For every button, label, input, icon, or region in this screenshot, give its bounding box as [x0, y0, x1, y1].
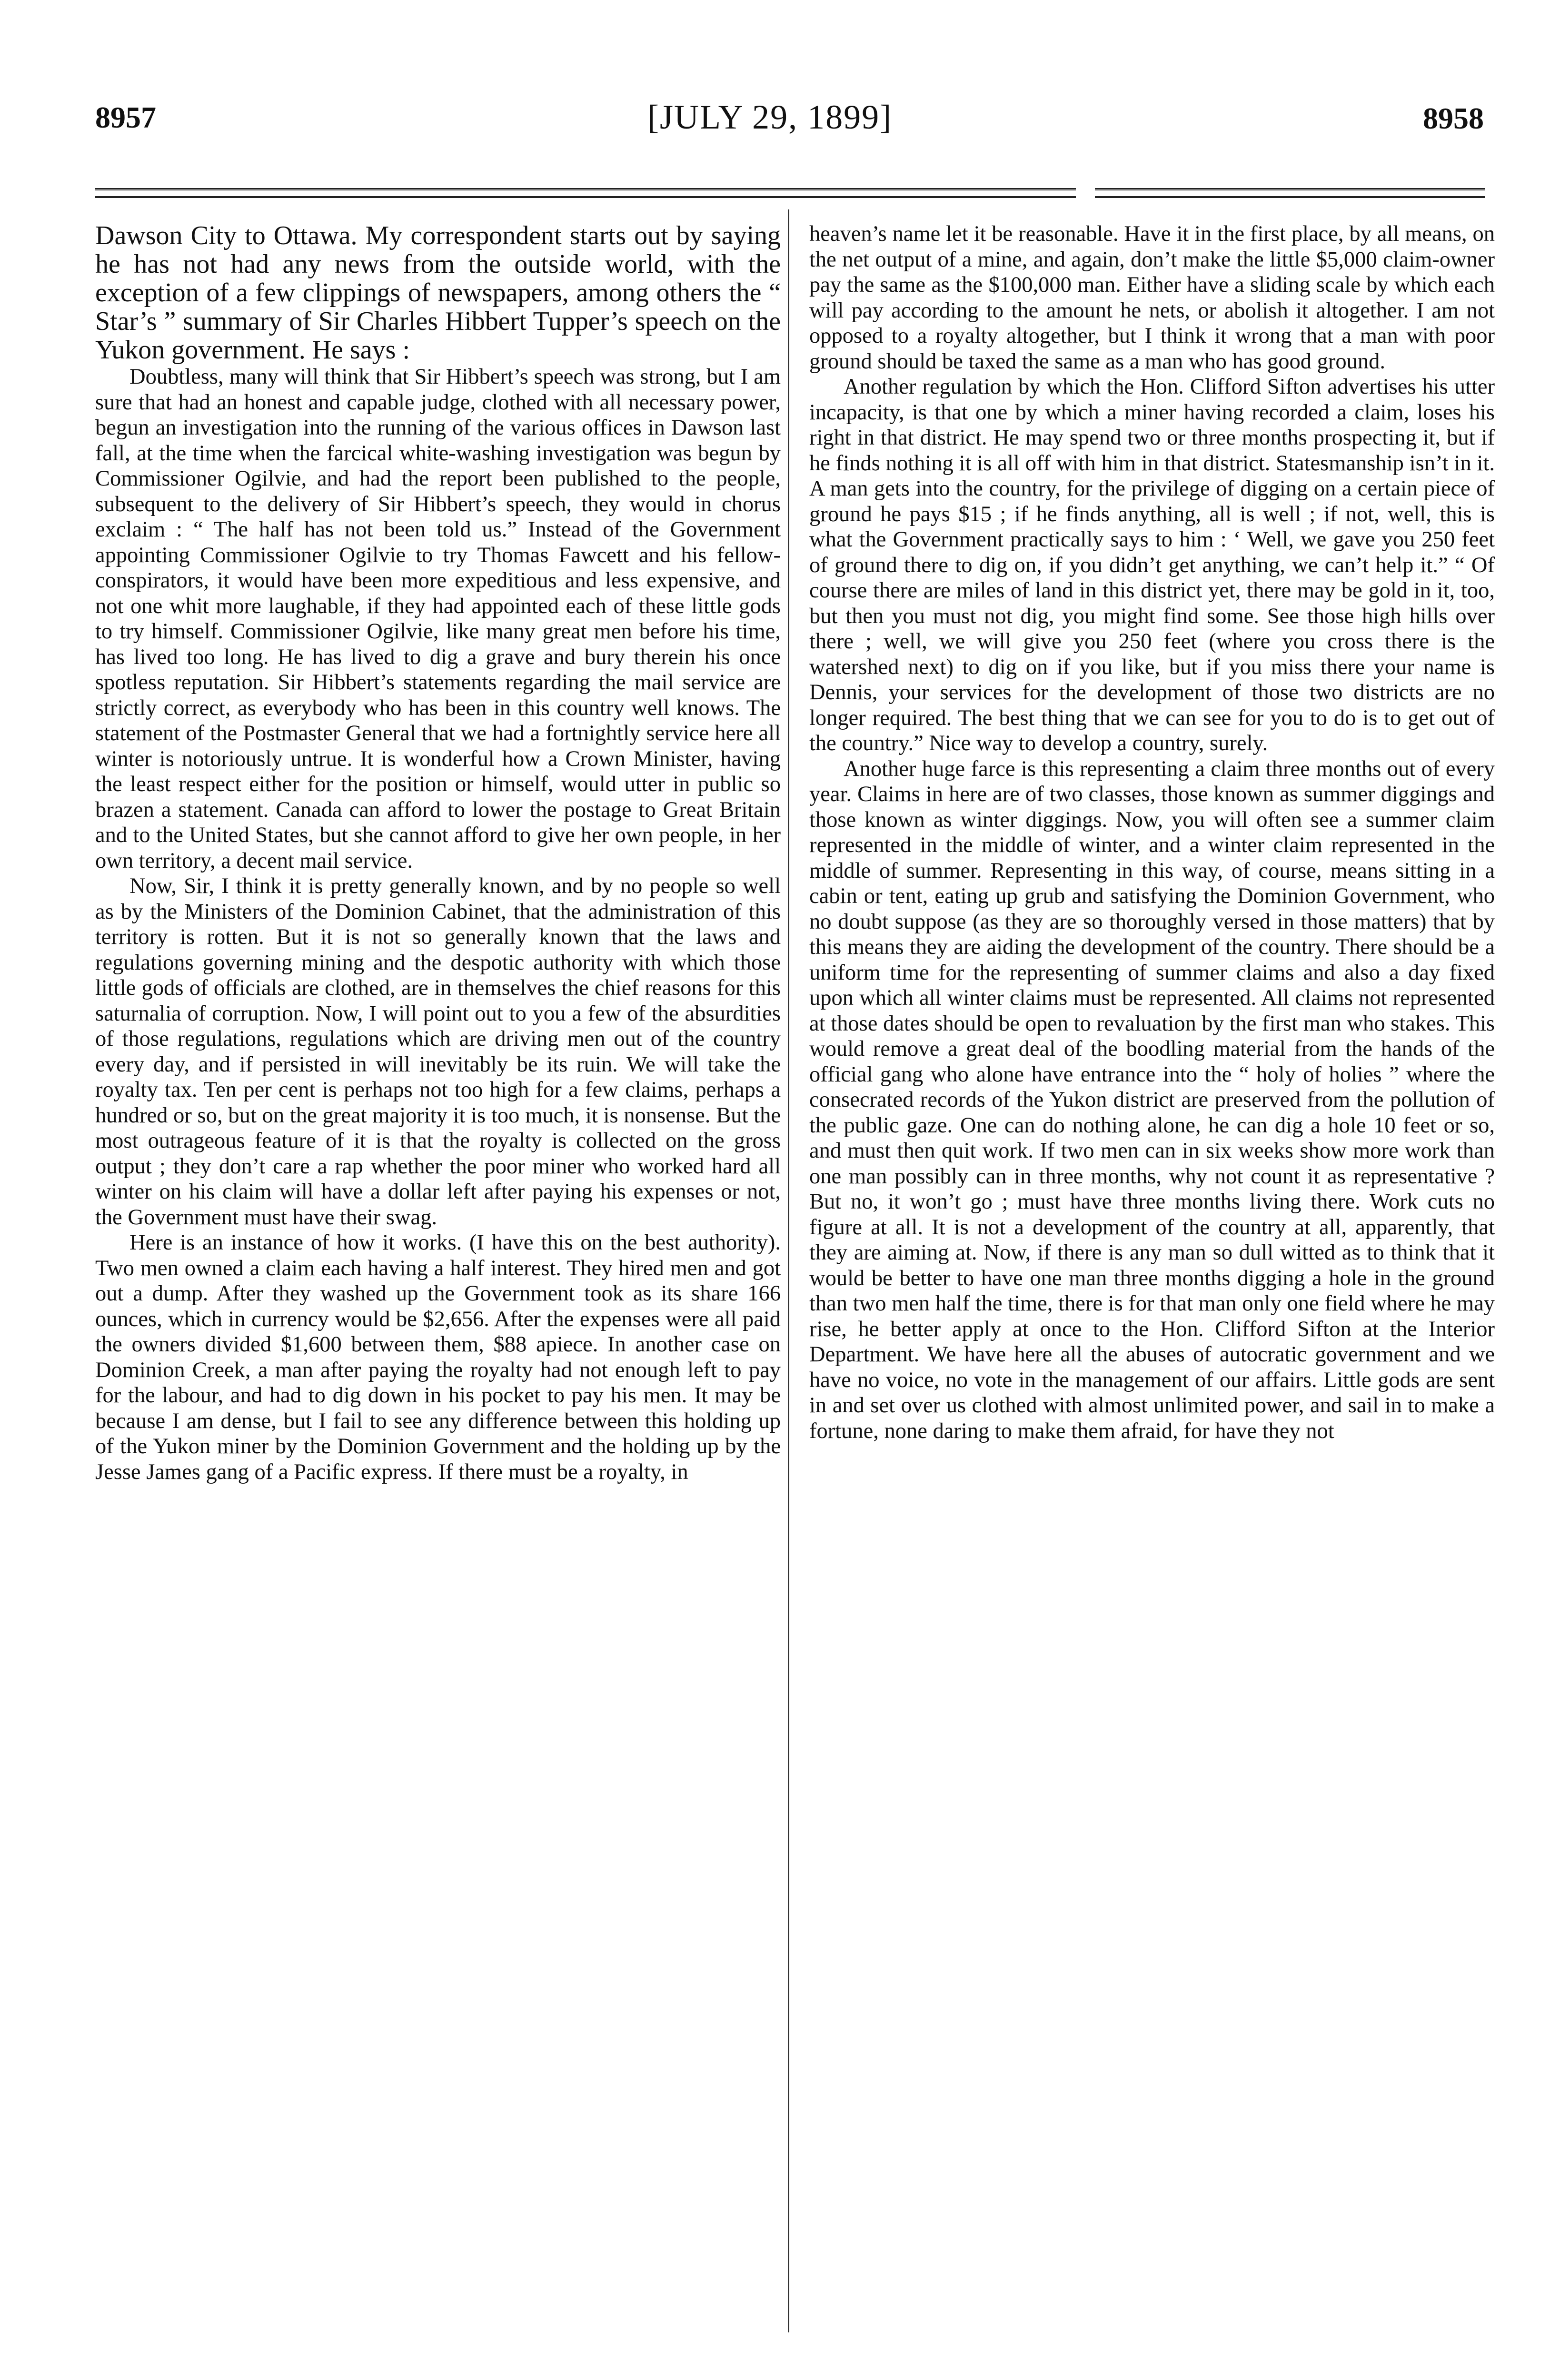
quoted-paragraph: Another huge farce is this representing a claim three months out of every year. Claims in here are of two classes, those known as summer diggings and those known as winter diggings. Now, you will often see a summer claim represented in the middle of winter, and a winter claim represented in the middle of summer. Representing in this way, of course, means sitting in a cabin or tent, eating up grub and satisfying the Dominion Government, who no doubt suppose (as they are so thoroughly versed in those matters) that by this means they are aiding the development of the country. There should be a uniform time for the representing of summer claims and also a day fixed upon which all winter claims must be represented. All claims not represented at those dates should be open to revaluation by the first man who stakes. This would remove a great deal of the boodling material from the hands of the official gang who alone have entrance into the “ holy of holies ” where the consecrated records of the Yukon district are preserved from the pollution of the public gaze. One can do nothing alone, he can dig a hole 10 feet or so, and must then quit work. If two men can in six weeks show more work than one man possibly can in three months, why not count it as representative ? But no, it won’t go ; must have three months living there. Work cuts no figure at all. It is not a development of the country at all, apparently, that they are aiming at. Now, if there is any man so dull witted as to think that it would be better to have one man three months digging a hole in the ground than two men half the time, there is for that man only one field where he may rise, he better apply at once to the Hon. Clifford Sifton at the Interior Department. We have here all the abuses of autocratic government and we have no voice, no vote in the management of our affairs. Little gods are sent in and set over us clothed with almost unlimited power, and sail in to make a fortune, none daring to make them afraid, for have they not	[809, 756, 1495, 1443]
quoted-paragraph: Here is an instance of how it works. (I have this on the best authority). Two men owned a claim each having a half interest. They hired men and got out a dump. After they washed up the Government took as its share 166 ounces, which in currency would be $2,656. After the expenses were all paid the owners divided $1,600 between them, $88 apiece. In another case on Dominion Creek, a man after paying the royalty had not enough left to pay for the labour, and had to dig down in his pocket to pay his men. It may be because I am dense, but I fail to see any difference between this holding up of the Yukon miner by the Dominion Government and the holding up by the Jesse James gang of a Pacific express. If there must be a royalty, in	[95, 1230, 781, 1484]
left-column	[95, 221, 781, 1485]
page-number-left: 8957	[95, 100, 156, 134]
quoted-paragraph: Now, Sir, I think it is pretty generally known, and by no people so well as by the Ministers of the Dominion Cabinet, that the administration of this territory is rotten. But it is not so generally known that the laws and regulations governing mining and the despotic authority with which those little gods of officials are clothed, are in themselves the chief reasons for this saturnalia of corruption. Now, I will point out to you a few of the absurdities of those regulations, regulations which are driving men out of the country every day, and if persisted in will inevitably be its ruin. We will take the royalty tax. Ten per cent is perhaps not too high for a few claims, perhaps a hundred or so, but on the great majority it is too much, it is nonsense. But the most outrageous feature of it is that the royalty is collected on the gross output ; they don’t care a rap whether the poor miner who worked hard all winter on his claim will have a dollar left after paying his expenses or not, the Government must have their swag.	[95, 874, 781, 1230]
lead-paragraph: Dawson City to Ottawa. My correspondent starts out by saying he has not had any news from the outside world, with the exception of a few clippings of newspapers, among others the “ Star’s ” summary of Sir Charles Hibbert Tupper’s speech on the Yukon government. He says :	[95, 221, 781, 365]
header-rule-left-lower	[95, 196, 1076, 198]
quoted-paragraph: heaven’s name let it be reasonable. Have it in the first place, by all means, on the net output of a mine, and again, don’t make the little $5,000 claim-owner pay the same as the $100,000 man. Either have a sliding scale by which each will pay according to the amount he nets, or abolish it altogether. I am not opposed to a royalty altogether, but I think it wrong that a man with poor ground should be taxed the same as a man who has good ground.	[809, 222, 1495, 374]
quoted-paragraph: Doubtless, many will think that Sir Hibbert’s speech was strong, but I am sure that had an honest and capable judge, clothed with all necessary power, begun an investigation into the running of the various offices in Dawson last fall, at the time when the farcical white-washing investigation was begun by Commissioner Ogilvie, and had the report been published to the people, subsequent to the delivery of Sir Hibbert’s speech, they would in chorus exclaim : “ The half has not been told us.” Instead of the Government appointing Commissioner Ogilvie to try Thomas Fawcett and his fellow-conspirators, it would have been more expeditious and less expensive, and not one whit more laughable, if they had appointed each of these little gods to try himself. Commissioner Ogilvie, like many great men before his time, has lived too long. He has lived to dig a grave and bury therein his once spotless reputation. Sir Hibbert’s statements regarding the mail service are strictly correct, as everybody who has been in this country well knows. The statement of the Postmaster General that we had a fortnightly service here all winter is notoriously untrue. It is wonderful how a Crown Minister, having the least respect either for the position or himself, would utter in public so brazen a statement. Canada can afford to lower the postage to Great Britain and to the United States, but she cannot afford to give her own people, in her own territory, a decent mail service.	[95, 365, 781, 873]
column-divider	[788, 209, 789, 2332]
header-rule-left	[95, 188, 1076, 190]
page-header	[0, 0, 1560, 171]
header-rule-right	[1095, 188, 1485, 190]
page-date: [JULY 29, 1899]	[647, 98, 893, 136]
page-number-right: 8958	[1423, 101, 1484, 135]
header-rule-right-lower	[1095, 196, 1485, 198]
quoted-paragraph: Another regulation by which the Hon. Clifford Sifton advertises his utter incapacity, is that one by which a miner having recorded a claim, loses his right in that district. He may spend two or three months prospecting it, but if he finds nothing it is all off with him in that district. Statesmanship isn’t in it. A man gets into the country, for the privilege of digging on a certain piece of ground he pays $15 ; if he finds anything, all is well ; if not, well, this is what the Government practically says to him : ‘ Well, we gave you 250 feet of ground there to dig on, if you didn’t get anything, we can’t help it.” “ Of course there are miles of land in this district yet, there may be gold in it, too, but then you must not dig, you might find some. See those high hills over there ; well, we will give you 250 feet (where you cross there is the watershed next) to dig on if you like, but if you miss there your name is Dennis, your services for the development of those two districts are no longer required. The best thing that we can see for you to do is to get out of the country.” Nice way to develop a country, surely.	[809, 375, 1495, 755]
right-column	[809, 221, 1495, 1444]
